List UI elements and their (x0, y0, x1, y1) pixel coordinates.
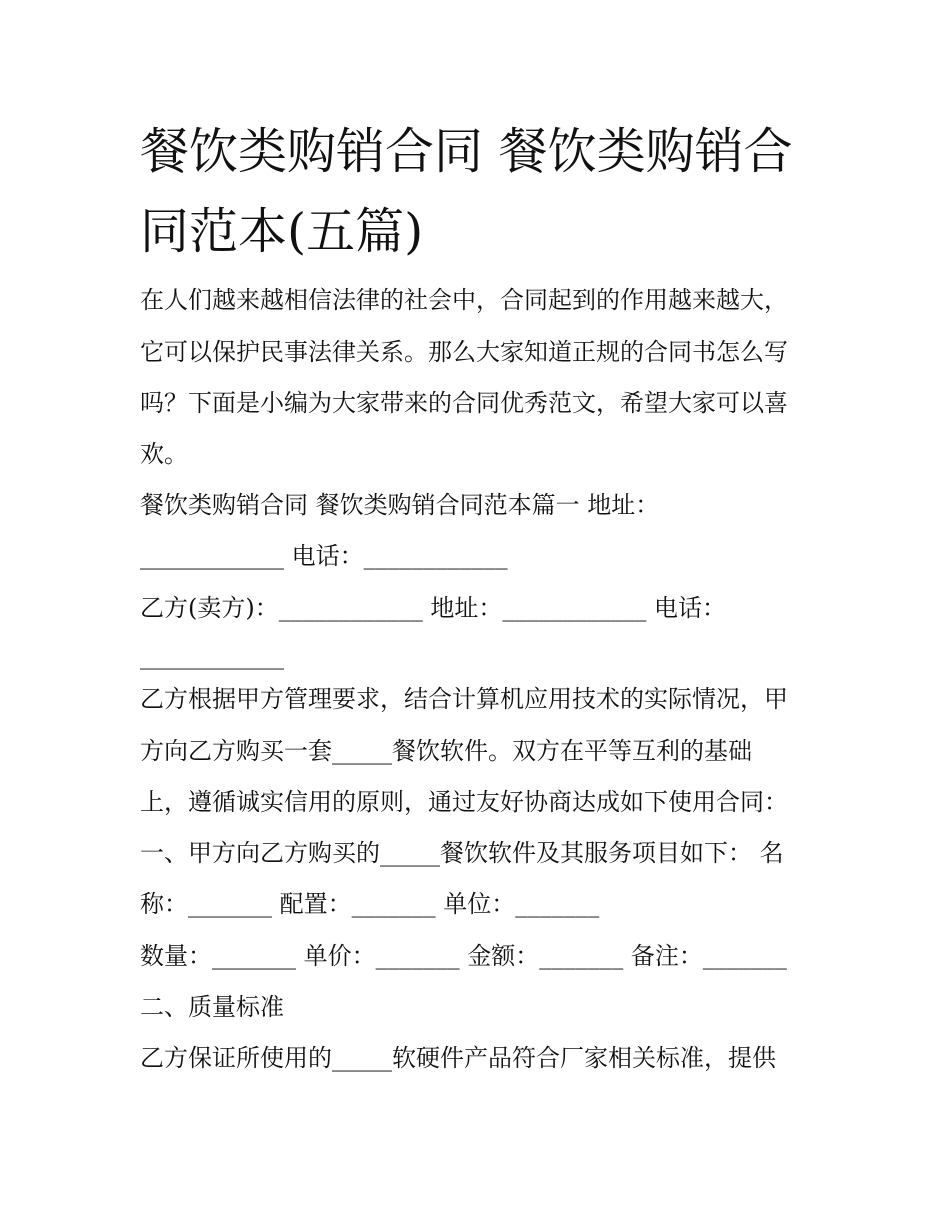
document-title: 餐饮类购销合同 餐饮类购销合同范本(五篇) (140, 123, 793, 260)
body-line-3: 吗？下面是小编为大家带来的合同优秀范文，希望大家可以喜 (140, 389, 788, 417)
body-line-16: 乙方保证所使用的_____软硬件产品符合厂家相关标准，提供 (140, 1044, 776, 1072)
body-line-5: 餐饮类购销合同 餐饮类购销合同范本篇一 地址： (140, 491, 660, 519)
body-line-15: 二、质量标准 (140, 993, 284, 1021)
body-line-8: ____________ (140, 642, 284, 670)
body-line-11: 上，遵循诚实信用的原则，通过友好协商达成如下使用合同： (140, 788, 788, 816)
body-line-1: 在人们越来越相信法律的社会中，合同起到的作用越来越大， (140, 286, 788, 314)
body-line-12: 一、甲方向乙方购买的_____餐饮软件及其服务项目如下： 名 (140, 839, 784, 867)
body-line-9: 乙方根据甲方管理要求，结合计算机应用技术的实际情况，甲 (140, 685, 788, 713)
body-line-7: 乙方(卖方)：____________ 地址：____________ 电话： (140, 594, 726, 622)
body-line-2: 它可以保护民事法律关系。那么大家知道正规的合同书怎么写 (140, 338, 788, 366)
body-line-4: 欢。 (140, 440, 188, 468)
body-line-6: ____________ 电话：____________ (140, 542, 508, 570)
body-line-13: 称：_______ 配置：_______ 单位：_______ (140, 890, 600, 918)
body-line-14: 数量：_______ 单价：_______ 金额：_______ 备注：_______ (140, 942, 787, 970)
body-line-10: 方向乙方购买一套_____餐饮软件。双方在平等互利的基础 (140, 737, 752, 765)
